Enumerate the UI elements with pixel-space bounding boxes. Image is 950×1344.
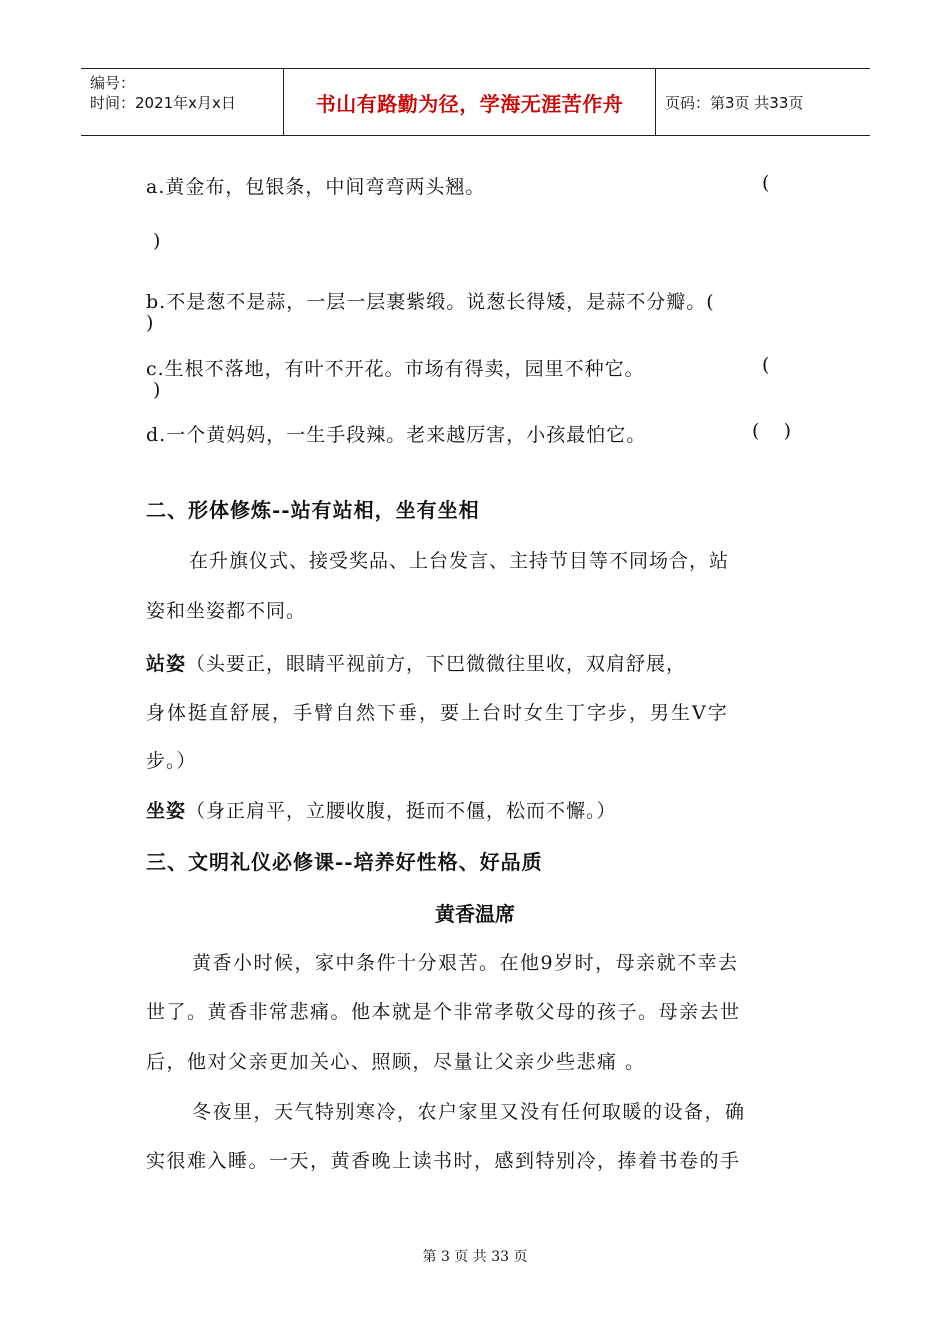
section2-heading: 二、形体修炼--站有站相，坐有坐相 (146, 498, 480, 522)
riddle-c-open-paren: ( (762, 354, 770, 376)
sit-paragraph (146, 796, 617, 823)
date-label: 时间：2021年x月x日 (90, 94, 236, 112)
page-label: 页码：第3页 共33页 (665, 93, 804, 112)
section2-intro-1: 在升旗仪式、接受奖品、上台发言、主持节目等不同场合，站 (189, 550, 730, 572)
section2-intro-2: 姿和坐姿都不同。 (146, 600, 307, 622)
riddle-d-parens: ( ) (752, 420, 791, 442)
code-label: 编号： (90, 74, 136, 92)
riddle-b-close-paren: ) (146, 312, 154, 334)
stand-label: 站姿 (146, 653, 187, 675)
story-title: 黄香温席 (435, 902, 515, 926)
header-motto-cell (284, 69, 656, 135)
stand-text-3: 步。） (146, 750, 197, 772)
riddle-a: a.黄金布，包银条，中间弯弯两头翘。 (146, 176, 486, 198)
riddle-a-open-paren: ( (762, 172, 770, 194)
story-p2-line-1: 冬夜里，天气特别寒冷，农户家里又没有任何取暖的设备，确 (192, 1101, 746, 1123)
story-p1-line-3: 后，他对父亲更加关心、照顾，尽量让父亲少些悲痛 。 (146, 1051, 646, 1073)
section3-heading: 三、文明礼仪必修课--培养好性格、好品质 (146, 850, 543, 874)
stand-text-2: 身体挺直舒展，手臂自然下垂，要上台时女生丁字步，男生V字 (146, 702, 729, 724)
riddle-a-close-paren: ) (153, 230, 161, 252)
sit-text: （身正肩平，立腰收腹，挺而不僵，松而不懈。） (186, 800, 617, 822)
riddle-c: c.生根不落地，有叶不开花。市场有得卖，园里不种它。 (146, 358, 645, 380)
motto: 书山有路勤为径，学海无涯苦作舟 (315, 91, 624, 116)
story-p2-line-2: 实很难入睡。一天，黄香晚上读书时，感到特别冷，捧着书卷的手 (146, 1150, 741, 1172)
stand-text-1: （头要正，眼睛平视前方，下巴微微往里收，双肩舒展， (186, 653, 687, 675)
document-header (81, 68, 870, 136)
sit-label: 坐姿 (146, 800, 187, 822)
riddle-b: b.不是葱不是蒜，一层一层裹紫缎。说葱长得矮，是蒜不分瓣。( (146, 291, 715, 313)
riddle-d: d.一个黄妈妈，一生手段辣。老来越厉害，小孩最怕它。 (146, 424, 647, 446)
story-p1-line-2: 世了。黄香非常悲痛。他本就是个非常孝敬父母的孩子。母亲去世 (146, 1001, 741, 1023)
page-footer: 第 3 页 共 33 页 (422, 1249, 528, 1265)
riddle-c-close-paren: ) (153, 379, 161, 401)
story-p1-line-1: 黄香小时候，家中条件十分艰苦。在他9岁时，母亲就不幸去 (192, 952, 739, 974)
header-meta (81, 69, 284, 135)
stand-paragraph-1 (146, 649, 686, 676)
